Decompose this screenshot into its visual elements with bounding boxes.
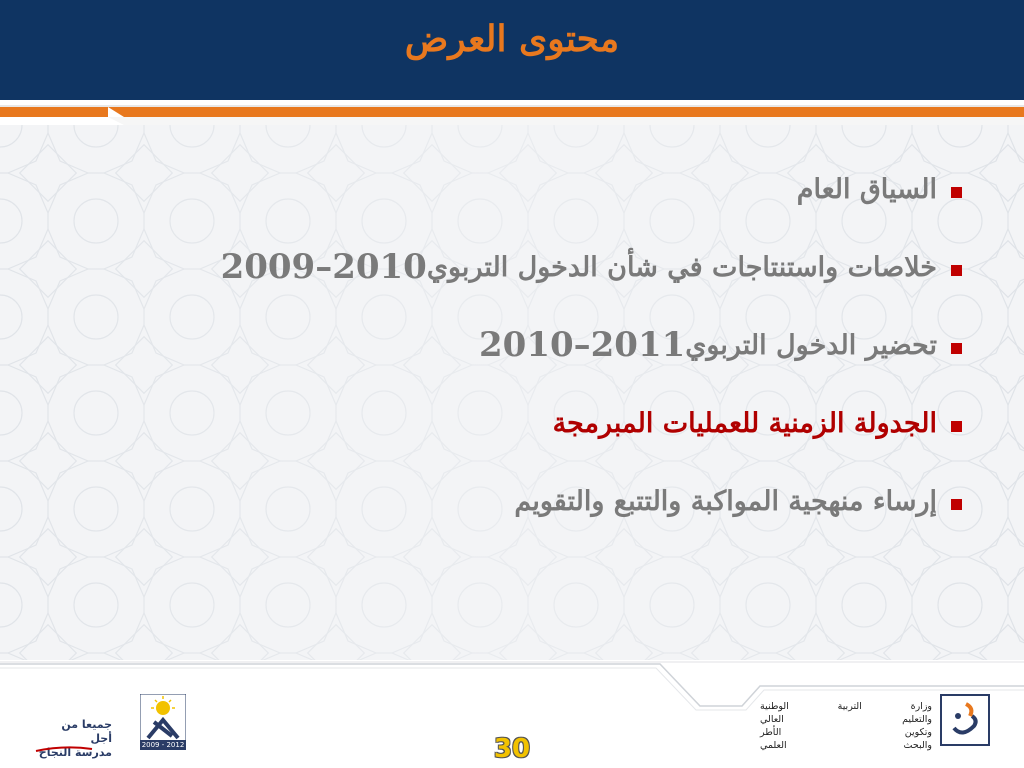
agenda-item-text: إرساء منهجية المواكبة والتتبع والتقويم — [514, 485, 937, 517]
agenda-item — [162, 384, 962, 462]
slide-header — [0, 0, 1024, 103]
ministry-line: وزارة التربية الوطنية — [760, 701, 932, 712]
agenda-item-text: خلاصات واستنتاجات في شأن الدخول التربوي — [426, 251, 937, 283]
bullet-square-icon — [951, 499, 962, 510]
agenda-item-year: 2010–2011 — [479, 325, 686, 365]
header-stripe — [0, 103, 1024, 125]
ministry-line: والبحث العلمي — [760, 740, 932, 751]
agenda-item — [162, 150, 962, 228]
agenda-list — [162, 150, 962, 540]
ministry-line: والتعليم العالي — [760, 714, 932, 725]
slide-title: محتوى العرض — [404, 18, 620, 60]
slogan-line: مدرسة النجاح — [38, 746, 112, 759]
ministry-name — [760, 700, 932, 752]
slogan-underline — [34, 745, 94, 753]
slogan-line: جميعا من أجل — [61, 718, 112, 745]
bullet-square-icon — [951, 421, 962, 432]
agenda-item-text: الجدولة الزمنية للعمليات المبرمجة — [552, 407, 937, 439]
agenda-item — [162, 228, 962, 306]
agenda-item — [162, 306, 962, 384]
bullet-square-icon — [951, 343, 962, 354]
ministry-line: وتكوين الأطر — [760, 727, 932, 738]
page-number: 30 — [493, 734, 531, 764]
ministry-logo-icon — [940, 694, 990, 746]
agenda-item — [162, 462, 962, 540]
slogan-logo — [36, 718, 112, 760]
agenda-item-year: 2009–2010 — [220, 247, 427, 287]
agenda-item-text: تحضير الدخول التربوي — [685, 329, 937, 361]
bullet-square-icon — [951, 265, 962, 276]
bullet-square-icon — [951, 187, 962, 198]
emblem-years: 2009 - 2012 — [141, 741, 185, 749]
agenda-item-text: السياق العام — [796, 173, 937, 205]
